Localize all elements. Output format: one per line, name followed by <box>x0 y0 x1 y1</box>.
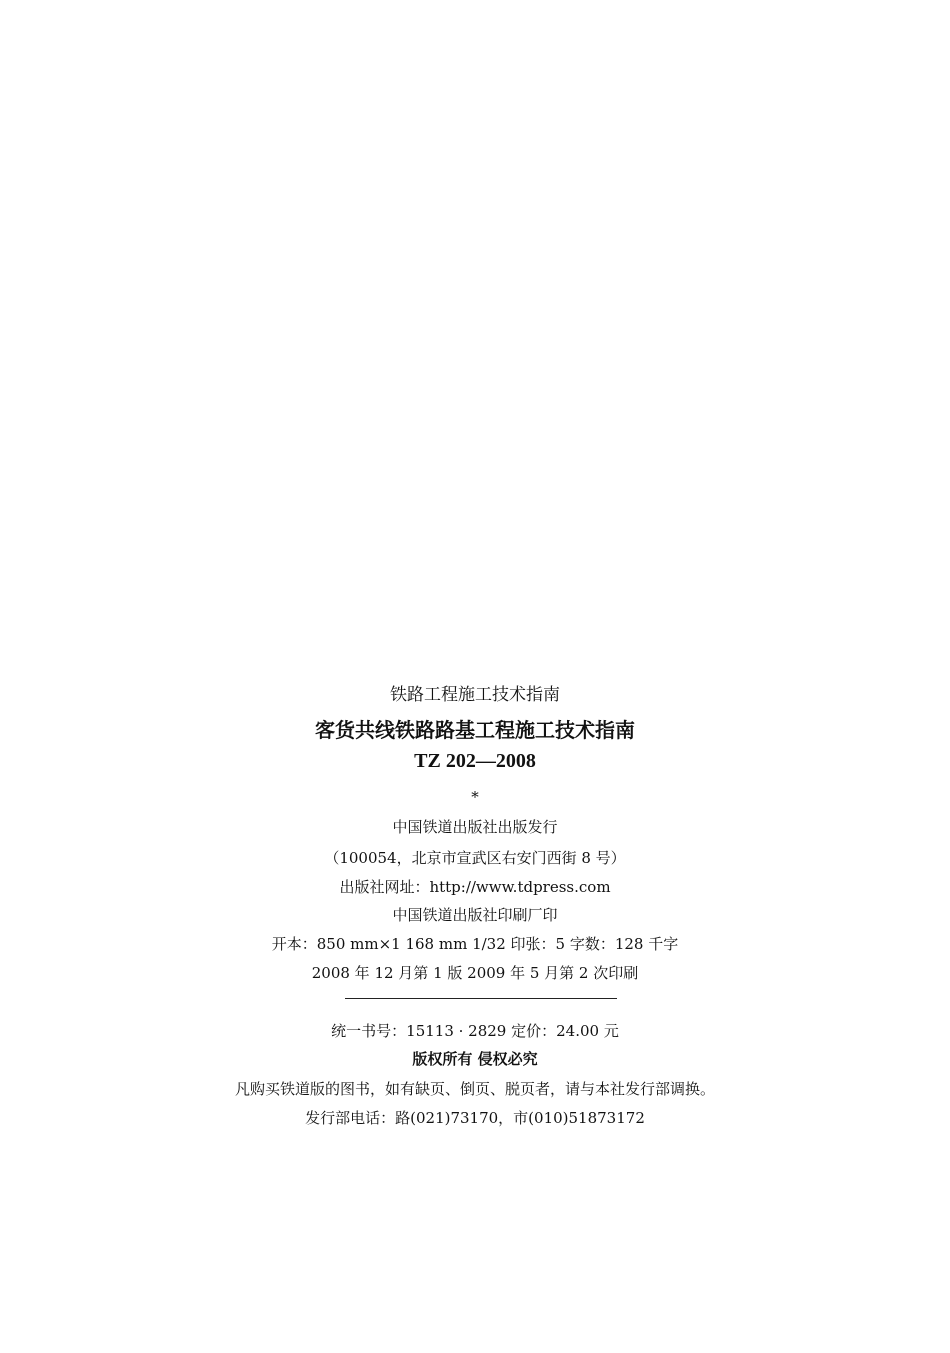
publisher-line: 中国铁道出版社出版发行 <box>392 818 558 836</box>
book-title: 客货共线铁路路基工程施工技术指南 <box>315 718 635 742</box>
exchange-notice: 凡购买铁道版的图书，如有缺页、倒页、脱页者，请与本社发行部调换。 <box>234 1080 715 1098</box>
divider-rule <box>345 998 617 999</box>
series-title: 铁路工程施工技术指南 <box>390 685 560 705</box>
book-number-price: 统一书号：15113 · 2829 定价：24.00 元 <box>331 1022 619 1040</box>
edition-info: 2008 年 12 月第 1 版 2009 年 5 月第 2 次印刷 <box>311 964 639 982</box>
format-specs: 开本：850 mm×1 168 mm 1/32 印张：5 字数：128 千字 <box>271 935 679 953</box>
printer-line: 中国铁道出版社印刷厂印 <box>392 906 558 924</box>
publisher-address: （100054，北京市宣武区右安门西街 8 号） <box>324 849 626 867</box>
sales-phone: 发行部电话：路(021)73170，市(010)51873172 <box>305 1109 645 1127</box>
standard-code: TZ 202—2008 <box>414 750 536 772</box>
rights-notice: 版权所有 侵权必究 <box>412 1050 538 1068</box>
publisher-website: 出版社网址：http://www.tdpress.com <box>339 878 611 896</box>
separator-star: * <box>471 788 479 806</box>
